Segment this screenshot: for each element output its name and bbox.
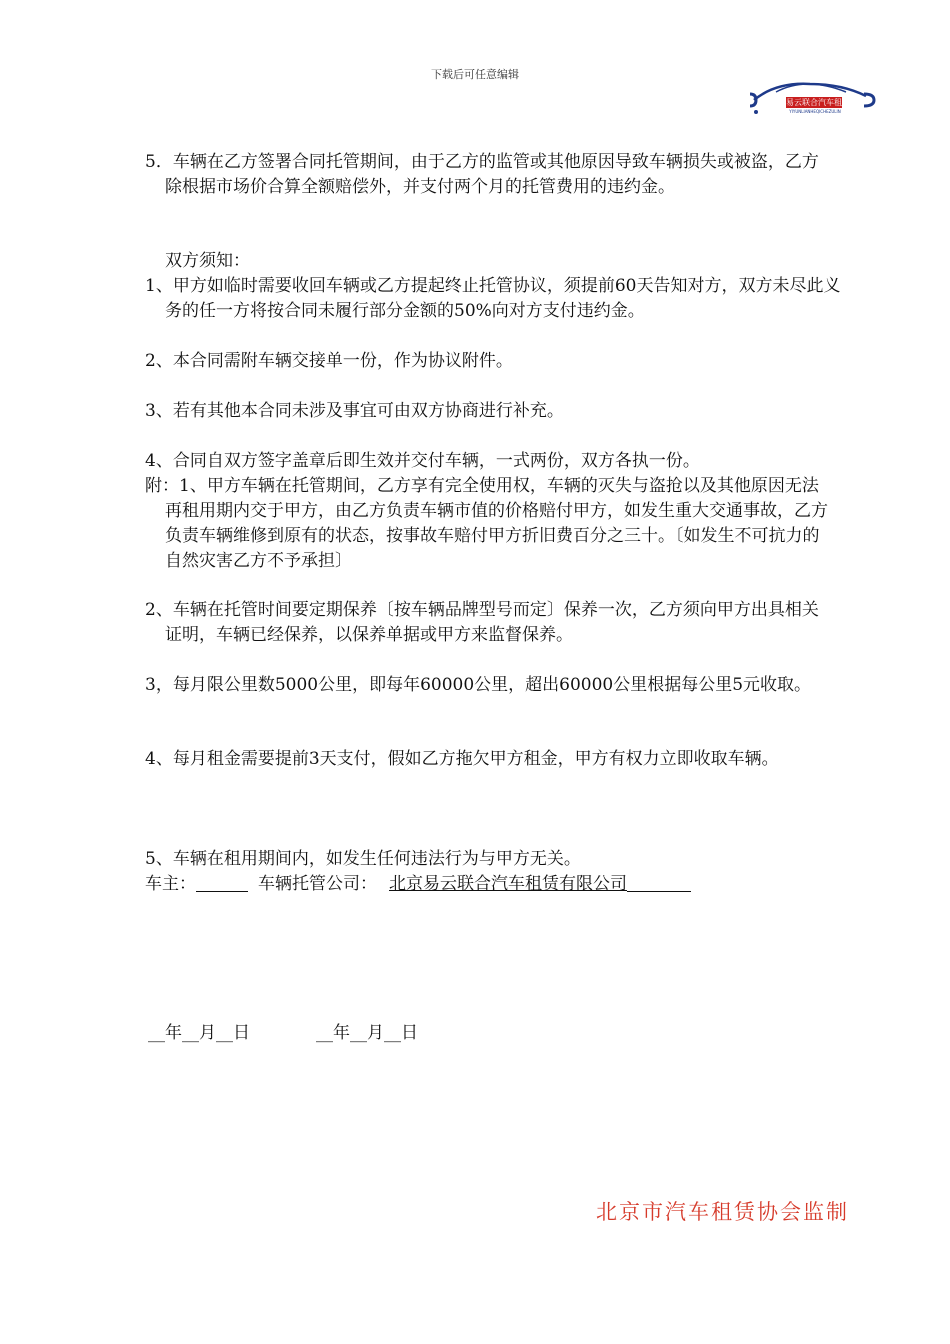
notice-heading: 双方须知： [165,251,250,271]
notice-3: 3、若有其他本合同未涉及事宜可由双方协商进行补充。 [145,401,564,421]
appendix-4: 4、每月租金需要提前3天支付，假如乙方拖欠甲方租金，甲方有权力立即收取车辆。 [145,749,779,769]
appendix-1: 附：1、甲方车辆在托管期间，乙方享有完全使用权，车辆的灭失与盗抢以及其他原因无法再租用期内交于甲方，由乙方负责车辆市值的价格赔付甲方，如发生重大交通事故，乙方负责车辆维修到原有的状态，按事故车赔付甲方折旧费百分之三十。〔如发生不可抗力的自然灾害乙方不予承担〕 [145,476,828,571]
signature-line [145,872,825,897]
notice-4: 4、合同自双方签字盖章后即生效并交付车辆，一式两份，双方各执一份。 [145,451,700,471]
appendix-3: 3，每月限公里数5000公里，即每年60000公里，超出60000公里根据每公里5元收取。 [145,675,812,695]
appendix-2: 2、车辆在托管时间要定期保养〔按车辆品牌型号而定〕保养一次，乙方须向甲方出具相关证明，车辆已经保养，以保养单据或甲方来监督保养。 [145,600,819,645]
date-left: __年__月__日 [148,1023,250,1043]
owner-blank [196,873,248,892]
company-logo [746,78,880,120]
supervision-mark: 北京市汽车租赁协会监制 [596,1200,849,1224]
company-label: 车辆托管公司： [258,874,377,894]
appendix-5: 5、车辆在租用期间内，如发生任何违法行为与甲方无关。 [145,849,581,869]
header-note: 下载后可任意编辑 [431,68,519,81]
logo-text: 易云联合汽车租赁 [786,98,850,107]
notice-2: 2、本合同需附车辆交接单一份，作为协议附件。 [145,351,513,371]
logo-subtext: YIYUNLIANHEQICHEZULIN [789,109,841,114]
owner-label: 车主： [145,874,196,894]
date-right: __年__月__日 [316,1023,418,1043]
company-name: 北京易云联合汽车租赁有限公司 [389,874,627,894]
notice-1: 1、甲方如临时需要收回车辆或乙方提起终止托管协议，须提前60天告知对方，双方未尽此义务的任一方将按合同未履行部分金额的50%向对方支付违约金。 [145,276,841,321]
clause-5: 5．车辆在乙方签署合同托管期间，由于乙方的监管或其他原因导致车辆损失或被盗，乙方除根据市场价合算全额赔偿外，并支付两个月的托管费用的违约金。 [145,152,819,197]
company-blank [627,873,691,892]
